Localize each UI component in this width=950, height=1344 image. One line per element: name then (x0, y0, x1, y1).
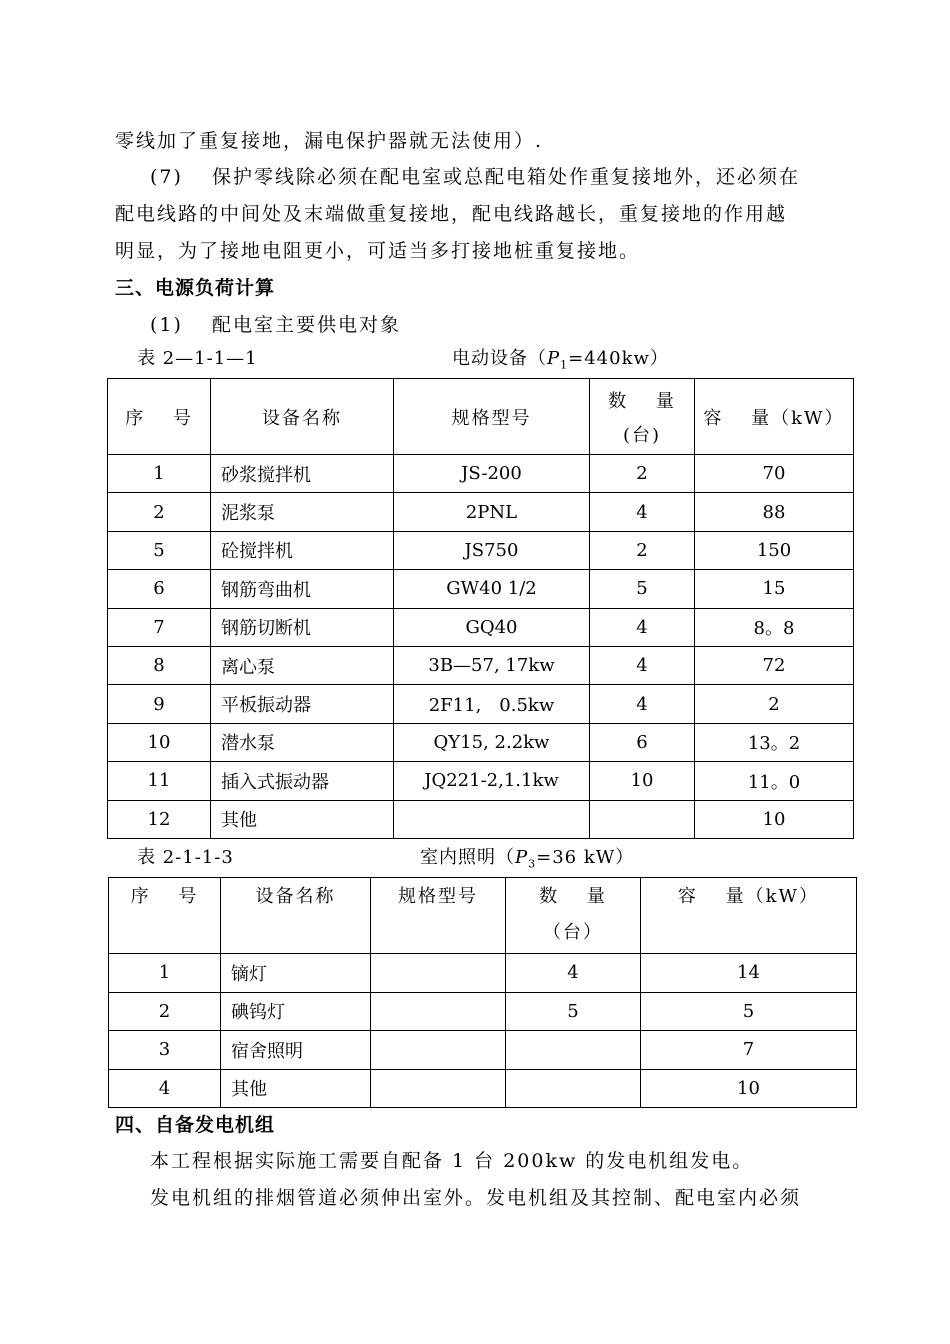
cell-seq: 1 (109, 954, 221, 993)
cell-name: 其他 (221, 1069, 371, 1108)
lighting-table (108, 877, 857, 1108)
paragraph-line: 发电机组的排烟管道必须伸出室外。发电机组及其控制、配电室内必须 (150, 1187, 802, 1209)
header-seq: 序 号 (108, 379, 211, 455)
cell-qty (506, 1069, 641, 1108)
cell-capacity: 10 (641, 1069, 857, 1108)
cell-name: 碘钨灯 (221, 992, 371, 1031)
cell-name: 泥浆泵 (211, 493, 394, 531)
cell-seq: 12 (108, 800, 211, 838)
cell-model: JS750 (394, 531, 590, 569)
header-model: 规格型号 (394, 379, 590, 455)
table-row (109, 1069, 857, 1108)
header-seq: 序 号 (109, 878, 221, 954)
equipment-table (107, 378, 854, 839)
table-label: 表 2—1-1—1 (137, 348, 258, 369)
cell-model: 2F11, 0.5kw (394, 685, 590, 723)
cell-qty: 6 (590, 723, 695, 761)
paragraph-line: 明显，为了接地电阻更小，可适当多打接地桩重复接地。 (115, 240, 641, 262)
cell-seq: 1 (108, 455, 211, 493)
cell-capacity: 88 (695, 493, 854, 531)
table-header-row (109, 878, 857, 954)
cell-model: GW40 1/2 (394, 570, 590, 608)
paragraph-line: 配电线路的中间处及末端做重复接地，配电线路越长，重复接地的作用越 (115, 203, 788, 225)
cell-capacity: 5 (641, 992, 857, 1031)
cell-name: 平板振动器 (211, 685, 394, 723)
table-row (108, 570, 854, 608)
cell-capacity: 14 (641, 954, 857, 993)
cell-seq: 9 (108, 685, 211, 723)
cell-capacity: 150 (695, 531, 854, 569)
table-row (108, 800, 854, 838)
header-name: 设备名称 (211, 379, 394, 455)
cell-qty: 5 (590, 570, 695, 608)
cell-model: 3B—57, 17kw (394, 646, 590, 684)
cell-qty: 2 (590, 455, 695, 493)
section-heading: 四、自备发电机组 (115, 1114, 276, 1136)
cell-capacity: 10 (695, 800, 854, 838)
table-row (108, 685, 854, 723)
paragraph-line: 本工程根据实际施工需要自配备 1 台 200kw 的发电机组发电。 (150, 1150, 754, 1172)
cell-qty: 4 (590, 608, 695, 646)
cell-model: 2PNL (394, 493, 590, 531)
cell-qty (506, 1031, 641, 1070)
cell-model: JQ221-2,1.1kw (394, 762, 590, 800)
paragraph-line: 零线加了重复接地，漏电保护器就无法使用）. (115, 130, 544, 152)
cell-seq: 5 (108, 531, 211, 569)
cell-name: 潜水泵 (211, 723, 394, 761)
cell-name: 其他 (211, 800, 394, 838)
table-row (109, 992, 857, 1031)
header-capacity: 容 量（kW） (695, 379, 854, 455)
table-row (108, 762, 854, 800)
cell-capacity: 8。8 (695, 608, 854, 646)
header-qty: 数 量 （台） (506, 878, 641, 954)
cell-capacity: 72 (695, 646, 854, 684)
cell-qty: 4 (506, 954, 641, 993)
cell-seq: 2 (108, 493, 211, 531)
cell-name: 钢筋弯曲机 (211, 570, 394, 608)
cell-capacity: 70 (695, 455, 854, 493)
cell-seq: 8 (108, 646, 211, 684)
cell-model (394, 800, 590, 838)
table-row (108, 493, 854, 531)
header-name: 设备名称 (221, 878, 371, 954)
cell-model: QY15, 2.2kw (394, 723, 590, 761)
cell-seq: 11 (108, 762, 211, 800)
cell-model: JS-200 (394, 455, 590, 493)
cell-model (371, 954, 506, 993)
table-label: 表 2-1-1-3 (137, 847, 234, 868)
cell-qty: 5 (506, 992, 641, 1031)
paragraph-line: (7) 保护零线除必须在配电室或总配电箱处作重复接地外，还必须在 (150, 166, 800, 188)
section-heading: 三、电源负荷计算 (115, 277, 276, 299)
header-qty: 数 量 (台) (590, 379, 695, 455)
table-caption: 电动设备$(P_1=440kw)$ (452, 348, 669, 372)
cell-name: 砼搅拌机 (211, 531, 394, 569)
table-row (108, 608, 854, 646)
table-row (109, 1031, 857, 1070)
cell-name: 离心泵 (211, 646, 394, 684)
cell-seq: 2 (109, 992, 221, 1031)
cell-qty: 4 (590, 646, 695, 684)
table-caption: 室内照明（$P_3=36$ kW） (420, 847, 635, 871)
table-row (108, 455, 854, 493)
table-row (108, 723, 854, 761)
cell-name: 宿舍照明 (221, 1031, 371, 1070)
cell-seq: 6 (108, 570, 211, 608)
cell-model: GQ40 (394, 608, 590, 646)
cell-name: 砂浆搅拌机 (211, 455, 394, 493)
cell-qty (590, 800, 695, 838)
table-row (108, 531, 854, 569)
header-model: 规格型号 (371, 878, 506, 954)
cell-capacity: 2 (695, 685, 854, 723)
cell-seq: 7 (108, 608, 211, 646)
cell-capacity: 15 (695, 570, 854, 608)
cell-name: 插入式振动器 (211, 762, 394, 800)
cell-name: 镝灯 (221, 954, 371, 993)
cell-model (371, 992, 506, 1031)
table-header-row (108, 379, 854, 455)
cell-capacity: 11。0 (695, 762, 854, 800)
subsection-title: (1) 配电室主要供电对象 (150, 314, 401, 336)
cell-seq: 3 (109, 1031, 221, 1070)
header-capacity: 容 量（kW） (641, 878, 857, 954)
cell-capacity: 7 (641, 1031, 857, 1070)
cell-model (371, 1031, 506, 1070)
cell-qty: 4 (590, 685, 695, 723)
table-row (108, 646, 854, 684)
cell-seq: 10 (108, 723, 211, 761)
cell-seq: 4 (109, 1069, 221, 1108)
cell-name: 钢筋切断机 (211, 608, 394, 646)
cell-qty: 4 (590, 493, 695, 531)
cell-model (371, 1069, 506, 1108)
cell-qty: 2 (590, 531, 695, 569)
cell-capacity: 13。2 (695, 723, 854, 761)
cell-qty: 10 (590, 762, 695, 800)
table-row (109, 954, 857, 993)
